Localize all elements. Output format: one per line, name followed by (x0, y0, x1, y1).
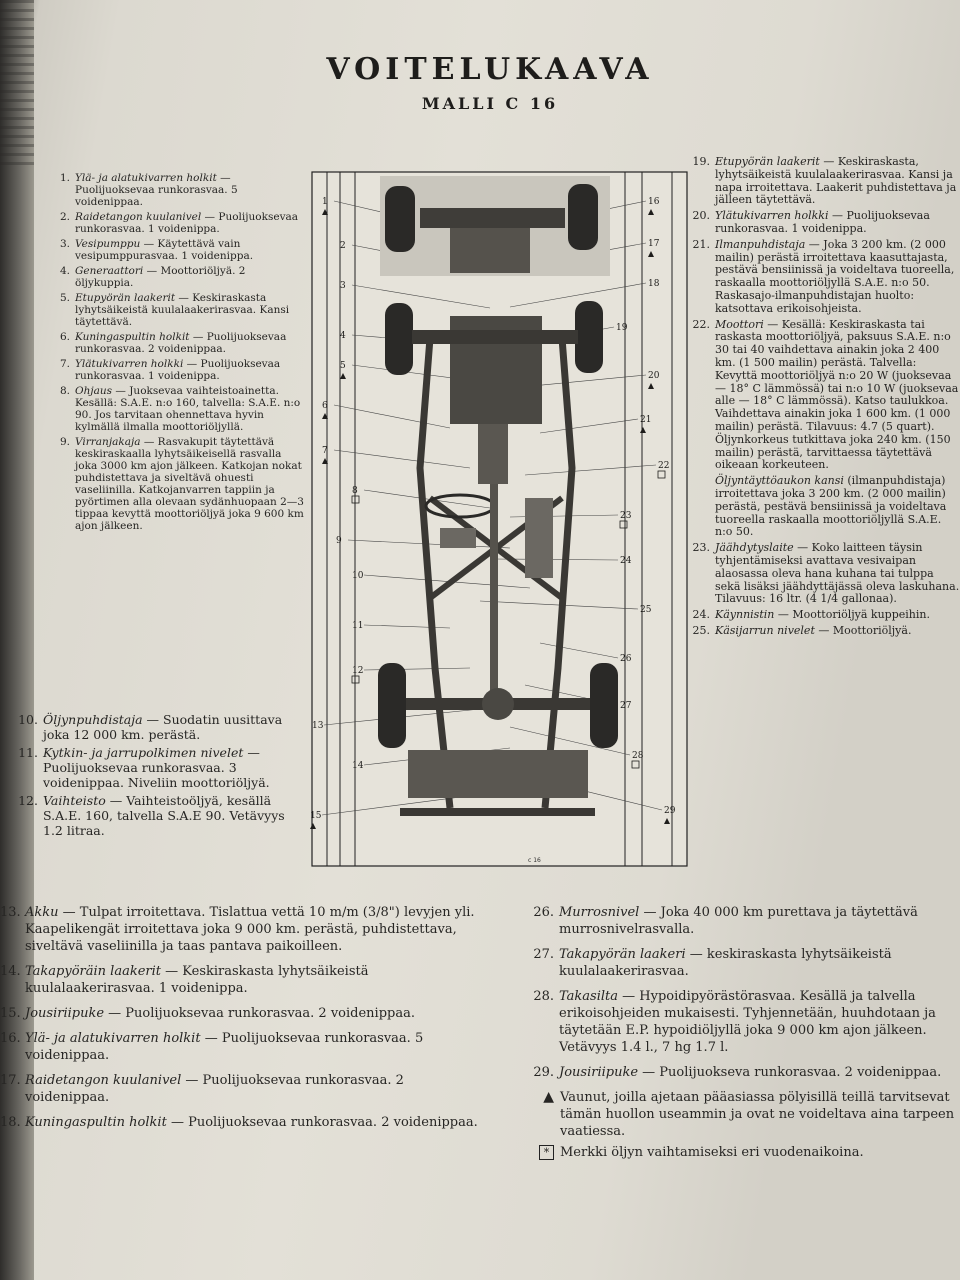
diagram-label: 21 (640, 415, 652, 425)
item-name: Ylätukivarren holkki (75, 358, 184, 370)
item-number: 17. (0, 1073, 21, 1088)
list-item (682, 609, 960, 622)
item-text (715, 625, 960, 638)
item-name: Jäähdytyslaite (715, 541, 794, 555)
list-item (520, 946, 960, 980)
item-description: — Koko laitteen täysin tyhjentämiseksi avattava vesivaipan alaosassa oleva hana kuhana tai tulppa sekä lisäksi jäähdyttäjässä oleva laskuhana. Tilavuus: 16 ltr. (4 1/4 gallonaa). (715, 541, 960, 606)
front-right-wheel (568, 184, 598, 250)
diagram-label: 2 (340, 241, 346, 251)
boxed-asterisk-icon (520, 1144, 560, 1161)
list-item (682, 239, 960, 316)
list-item (520, 904, 960, 938)
front-wheel-left-chassis (385, 303, 413, 375)
item-name: Moottori (715, 317, 764, 331)
item-name: Takapyöräin laakerit (25, 964, 161, 979)
item-name: Ohjaus (75, 385, 113, 397)
list-item (0, 1114, 478, 1131)
diagram-label: 18 (648, 279, 660, 289)
left-column-items (42, 172, 304, 535)
item-text (25, 963, 478, 997)
item-description: — Moottoriöljyä. 2 öljykuppia. (75, 265, 246, 289)
list-item (42, 172, 304, 208)
item-text (715, 319, 960, 473)
item-name: Ylä- ja alatukivarren holkit (75, 172, 217, 184)
item-description: — Puolijuoksevaa runkorasvaa. 5 voidenippaa. (75, 172, 238, 208)
item-description: — Puolijuoksevaa runkorasvaa. 3 voidenippaa. Niveliin moottoriöljyä. (43, 745, 270, 790)
diagram-label: 27 (620, 701, 632, 711)
item-number: 16. (0, 1031, 21, 1046)
item-description: — keskiraskasta lyhytsäikeistä kuulalaakerirasvaa. (559, 947, 892, 979)
item-number: 2. (59, 211, 70, 223)
item-text (715, 156, 960, 207)
differential (482, 688, 514, 720)
list-item (42, 265, 304, 289)
item-description: — Moottoriöljyä. (814, 623, 912, 637)
right-column-items (682, 156, 960, 641)
item-number: 25. (692, 623, 710, 637)
item-name: Jousiriipuke (559, 1065, 639, 1080)
item-number: 6. (59, 331, 70, 343)
list-item (42, 292, 304, 328)
item-name: Raidetangon kuulanivel (75, 211, 202, 223)
item-number: 20. (692, 209, 710, 223)
diagram-label: 14 (352, 761, 364, 771)
item-text (559, 946, 960, 980)
item-description: — Rasvakupit täytettävä keskiraskaalla lyhytsäikeisellä rasvalla joka 3000 km ajon jälkeen. Katkojan nokat puhdistettava ja siveltävä ohuesti vaseliinilla. Katkojanvarren tappiin ja pyörtimen alla olevaan sydänhuopaan 2—3 tippaa kevyttä moottoriöljyä joka 9 600 km ajon jälkeen. (75, 436, 304, 532)
legend-item (520, 1089, 960, 1140)
item-name: Murrosnivel (559, 905, 640, 920)
diagram-label: 1 (322, 197, 328, 207)
item-text (75, 385, 304, 433)
item-text (75, 292, 304, 328)
item-text (43, 745, 302, 790)
legend (520, 1089, 960, 1161)
item-name: Raidetangon kuulanivel (25, 1073, 182, 1088)
diagram-label: 3 (340, 281, 346, 291)
item-name: Virranjakaja (75, 436, 141, 448)
item-number: 22. (692, 317, 710, 331)
item-description: — Joka 3 200 km. (2 000 mailin) perästä irroitettava kaasuttajasta, pestävä bensiinissä ja voideltava tuoreella, raskaalla moottoriöljyllä S.A.E. n:o 50. Raskasajo-ilmanpuhdistajan huolto: katsottava erikoisohjeista. (715, 237, 955, 315)
rear-right-wheel (590, 663, 618, 748)
item-text (75, 265, 304, 289)
diagram-label: 4 (340, 331, 346, 341)
diagram-label: 19 (616, 323, 628, 333)
item-text (559, 1064, 960, 1081)
diagram-label: 29 (664, 806, 676, 816)
item-text (43, 712, 302, 742)
item-name: Ylätukivarren holkki (715, 209, 829, 223)
legend-symbol-box: * (539, 1145, 554, 1160)
list-item (0, 963, 478, 997)
front-subframe (450, 228, 530, 273)
legend-text: Merkki öljyn vaihtamiseksi eri vuodenaikoina. (560, 1145, 864, 1160)
item-description: — Vaihteistoöljyä, kesällä S.A.E. 160, talvella S.A.E 90. Vetävyys 1.2 litraa. (43, 793, 285, 838)
item-text (75, 331, 304, 355)
rear-left-wheel (378, 663, 406, 748)
diagram-label: 7 (322, 446, 328, 456)
item-description: — Puolijuokseva runkorasvaa. 2 voidenippaa. (638, 1065, 942, 1080)
legend-item (520, 1144, 960, 1161)
item-number: 3. (59, 238, 70, 250)
diagram-label: 15 (310, 811, 322, 821)
list-item (42, 211, 304, 235)
facing-page-edge (0, 0, 34, 170)
item-description: — Juoksevaa vaihteistoainetta. Kesällä: S.A.E. n:o 160, talvella: S.A.E. n:o 90. Jos tarvitaan ohennettava hyvin kylmällä ilmalla moottoriöljyllä. (75, 385, 301, 433)
item-description: — Keskiraskasta lyhytsäikeistä kuulalaakerirasvaa. Kansi täytettävä. (75, 292, 290, 328)
item-number: 13. (0, 905, 21, 920)
item-text (25, 904, 478, 955)
item-text (715, 475, 960, 539)
item-text (559, 988, 960, 1056)
item-name: Etupyörän laakerit (715, 155, 820, 168)
list-item (520, 988, 960, 1056)
list-item (0, 904, 478, 955)
list-item (42, 331, 304, 355)
item-name: Öljynpuhdistaja (43, 712, 143, 727)
list-item (42, 436, 304, 532)
item-text (715, 210, 960, 236)
battery (440, 528, 476, 548)
item-description: — Puolijuoksevaa runkorasvaa. 2 voidenippaa. (166, 1115, 478, 1130)
item-name: Generaattori (75, 265, 144, 277)
item-number: 26. (533, 905, 554, 920)
diagram-label: 24 (620, 556, 632, 566)
page-title: VOITELUKAAVA (326, 52, 654, 87)
item-text (25, 1072, 478, 1106)
rear-crossmember (400, 808, 595, 816)
diagram-label: 23 (620, 511, 632, 521)
item-description: — Suodatin uusittava joka 12 000 km. perästä. (43, 712, 283, 742)
item-number: 24. (692, 608, 710, 622)
item-number: 19. (692, 155, 710, 168)
item-number: 28. (533, 989, 554, 1004)
list-item (682, 475, 960, 539)
propeller-shaft (490, 484, 498, 694)
item-description: — Hypoidipyörästörasvaa. Kesällä ja talvella erikoisohjeiden mukaisesti. Tyhjennetään, huuhdotaan ja täytetään E.P. hypoidiöljyllä joka 9 000 km ajon jälkeen. Vetävyys 1.4 l., 7 hg 1.7 l. (559, 989, 936, 1055)
item-description: — Tulpat irroitettava. Tislattua vettä 10 m/m (3/8") levyjen yli. Kaapelikengät irroitettava joka 9 000 km. perästä, puhdistettava, siveltävä vaseliinilla ja taas pantava paikoilleen. (25, 905, 475, 954)
item-text (75, 436, 304, 532)
diagram-label: 20 (648, 371, 660, 381)
legend-text: Vaunut, joilla ajetaan pääasiassa pölyisillä teillä tarvitsevat tämän huollon useammin ja ovat ne voideltava aina tarpeen vaatiessa. (560, 1090, 955, 1139)
item-name: Etupyörän laakerit (75, 292, 176, 304)
item-description: — Puolijuoksevaa runkorasvaa. 1 voidenippa. (75, 211, 299, 235)
item-text (25, 1114, 478, 1131)
diagram-caption: c 16 (528, 857, 541, 864)
item-number: 14. (0, 964, 21, 979)
item-name: Käynnistin (715, 608, 775, 622)
list-item (0, 1030, 478, 1064)
item-text (25, 1030, 478, 1064)
item-description: (ilmanpuhdistaja) irroitettava joka 3 200 km. (2 000 mailin) perästä, pestävä bensiinissä ja voideltava tuoreella raskaalla moottoriöljyllä S.A.E. n:o 50. (715, 474, 947, 539)
item-description: — Käytettävä vain vesipumppurasvaa. 1 voidenippa. (75, 238, 254, 262)
list-item (42, 385, 304, 433)
item-name: Vesipumppu (75, 238, 141, 250)
item-text (715, 542, 960, 606)
diagram-label: 11 (352, 621, 364, 631)
diagram-label: 26 (620, 654, 632, 664)
list-item (682, 542, 960, 606)
diagram-label: 8 (352, 486, 358, 496)
item-text (43, 793, 302, 838)
item-name: Takasilta (559, 989, 619, 1004)
item-text (25, 1005, 478, 1022)
diagram-label: 28 (632, 751, 644, 761)
item-name: Jousiriipuke (25, 1006, 105, 1021)
diagram-label: 17 (648, 239, 660, 249)
item-number: 9. (59, 436, 70, 448)
item-description: — Keskiraskasta lyhytsäikeistä kuulalaakerirasvaa. 1 voidenippa. (25, 964, 369, 996)
item-number: 18. (0, 1115, 21, 1130)
front-left-wheel (385, 186, 415, 252)
front-crossmember (420, 208, 565, 228)
item-number: 15. (0, 1006, 21, 1021)
item-number: 21. (692, 237, 710, 251)
bottom-left-items (0, 904, 478, 1139)
list-item (682, 210, 960, 236)
item-number: 27. (533, 947, 554, 962)
item-text (715, 609, 960, 622)
list-item (682, 319, 960, 473)
diagram-label: 5 (340, 361, 346, 371)
list-item (682, 625, 960, 638)
list-item (682, 156, 960, 207)
item-description: — Puolijuoksevaa runkorasvaa. 1 voidenippa. (715, 209, 930, 235)
item-description: — Kesällä: Keskiraskasta tai raskasta moottoriöljyä, paksuus S.A.E. n:o 30 tai 40 vaihdettava ainakin joka 2 400 km. (1 500 mailin) perästä. Talvella: Kevyttä moottoriöljyä n:o 20 W (juoksevaa — 18° C lämmössä) tai n:o 10 W (juoksevaa alle — 18° C lämmössä). Katso taulukkoa. Vaihdettava ainakin joka 1 600 km. (1 000 mailin) perästä. Tilavuus: 4.7 (5 quart). Öljynkorkeus tutkittava joka 240 km. (150 mailin) perästä, tarvittaessa täytettävä oikeaan korkeuteen. (715, 317, 959, 472)
item-description: — Puolijuoksevaa runkorasvaa. 2 voidenippaa. (75, 331, 287, 355)
list-item (2, 712, 302, 742)
item-text (75, 172, 304, 208)
item-name: Kuningaspultin holkit (75, 331, 190, 343)
item-name: Vaihteisto (43, 793, 106, 808)
item-description: — Puolijuoksevaa runkorasvaa. 2 voidenippaa. (104, 1006, 415, 1021)
item-number: 12. (18, 793, 38, 808)
item-name: Kytkin- ja jarrupolkimen nivelet (43, 745, 244, 760)
item-number: 5. (59, 292, 70, 304)
item-description: — Keskiraskasta, lyhytsäikeistä kuulalaakerirasvaa. Kansi ja napa irroitettava. Laakerit puhdistettava ja jälleen täytettävä. (715, 155, 957, 207)
item-number: 1. (59, 172, 70, 184)
item-name: Akku (25, 905, 59, 920)
left-column-items-lower (2, 712, 302, 841)
bottom-right-items (520, 904, 960, 1161)
item-name: Kuningaspultin holkit (25, 1115, 167, 1130)
item-description: — Puolijuoksevaa runkorasvaa. 2 voidenippaa. (25, 1073, 404, 1105)
page-subtitle: MALLI C 16 (421, 94, 559, 113)
chassis-lubrication-diagram (300, 168, 690, 868)
item-description: — Puolijuoksevaa runkorasvaa. 5 voidenippaa. (25, 1031, 424, 1063)
item-text (75, 238, 304, 262)
item-number: 4. (59, 265, 70, 277)
item-number: 29. (533, 1065, 554, 1080)
diagram-label: 25 (640, 605, 652, 615)
item-name: Öljyntäyttöaukon kansi (715, 474, 844, 488)
item-text (75, 211, 304, 235)
list-item (520, 1064, 960, 1081)
item-description: — Puolijuoksevaa runkorasvaa. 1 voidenippa. (75, 358, 281, 382)
diagram-label: 13 (312, 721, 324, 731)
item-text (559, 904, 960, 938)
item-text (75, 358, 304, 382)
diagram-label: 16 (648, 197, 660, 207)
gearbox (478, 424, 508, 484)
item-description: — Moottoriöljyä kuppeihin. (774, 608, 930, 622)
item-number: 10. (18, 712, 38, 727)
item-number: 8. (59, 385, 70, 397)
list-item (2, 745, 302, 790)
item-name: Takapyörän laakeri (559, 947, 686, 962)
front-wheel-right-chassis (575, 301, 603, 373)
list-item (42, 238, 304, 262)
item-name: Ilmanpuhdistaja (715, 237, 806, 251)
item-description: — Joka 40 000 km purettava ja täytettävä murrosnivelrasvalla. (559, 905, 918, 937)
front-axle-beam (412, 330, 578, 344)
list-item (0, 1072, 478, 1106)
diagram-label: 10 (352, 571, 364, 581)
item-text (715, 239, 960, 316)
diagram-label: 6 (322, 401, 328, 411)
item-number: 7. (59, 358, 70, 370)
diagram-label: 12 (352, 666, 364, 676)
list-item (2, 793, 302, 838)
list-item (42, 358, 304, 382)
item-name: Käsijarrun nivelet (715, 623, 815, 637)
diagram-label: 22 (658, 461, 670, 471)
item-number: 23. (692, 541, 710, 555)
item-number: 11. (18, 745, 38, 760)
triangle-icon: ▲ (543, 1089, 554, 1105)
fuel-tank (408, 750, 588, 798)
item-name: Ylä- ja alatukivarren holkit (25, 1031, 201, 1046)
muffler (525, 498, 553, 578)
diagram-label: 9 (336, 536, 342, 546)
list-item (0, 1005, 478, 1022)
